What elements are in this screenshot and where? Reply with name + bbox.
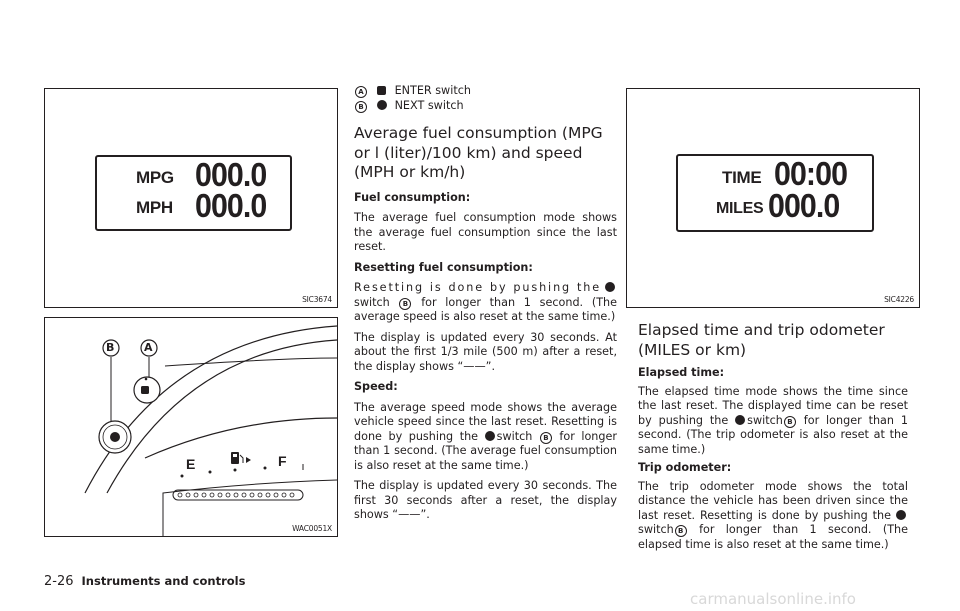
switch-legend [354,84,617,114]
lcd-value-time: 00:00 [774,155,848,192]
figure-meter [44,317,338,537]
subheading-elapsed: Elapsed time: [638,366,725,379]
subheading-reset: Resetting fuel consumption: [354,260,533,274]
paragraph-update-2: The display is updated every 30 seconds. The first 30 seconds after a reset, the display shows “——”. [354,479,617,521]
reset-switch-word: switch [354,295,390,309]
reset-text-1: Resetting is done by pushing the [354,281,602,294]
legend-enter [354,84,617,99]
trip-switch-word: switch [638,523,674,536]
lcd-label-time: TIME [722,168,762,187]
trip-text-2: for longer than 1 second. (The elapsed time is also reset at the same time.) [638,523,908,551]
lcd-display [676,154,874,232]
lcd-label-miles: MILES [716,200,764,217]
gauge-e-label: E [186,456,196,472]
trip-text-1: The trip odometer mode shows the total distance the vehicle has been driven since the last reset. Resetting is done by pushing the [638,479,908,522]
legend-enter-text: ENTER switch [394,84,471,97]
next-switch-icon [377,100,387,110]
letter-b-icon: B [675,525,687,537]
watermark: carmanualsonline.info [690,590,856,608]
paragraph-elapsed [638,385,908,458]
figure-code: SIC3674 [302,295,332,304]
figure-code: SIC4226 [884,295,914,304]
subheading-speed: Speed: [354,380,398,393]
section-heading: Average fuel consumption (MPG or l (liter)/100 km) and speed (MPH or km/h) [354,124,603,181]
figure-code: WAC0051X [292,524,332,533]
figure-time-miles [626,88,920,308]
legend-next-text: NEXT switch [394,99,464,112]
speed-text-1: The average speed mode shows the average vehicle speed since the last reset. Resetting is done by pushing the [354,400,617,443]
lcd-value-mpg: 000.0 [195,156,267,193]
next-switch-icon [896,510,906,520]
lcd-display [95,155,292,231]
figure-mpg-mph [44,88,338,308]
section-title: Instruments and controls [81,574,246,588]
column-elapsed-time [638,321,908,558]
letter-b-icon: B [355,101,367,113]
page-number: 2-26 [44,574,74,589]
callout-a-label: A [144,341,153,354]
elapsed-text-2: for longer than 1 second. (The trip odometer is also reset at the same time.) [638,413,908,456]
speed-switch-word: switch [496,429,533,443]
legend-next [354,99,617,114]
paragraph-reset [354,281,617,325]
paragraph-trip [638,480,908,553]
paragraph-fuel: The average fuel consumption mode shows the average fuel consumption since the last reset. [354,211,617,253]
gauge-f-label: F [278,453,287,469]
lcd-value-miles: 000.0 [768,187,840,224]
lcd-label-mph: MPH [136,198,173,217]
page-footer [44,570,245,589]
lcd-label-mpg: MPG [136,168,174,187]
lcd-value-mph: 000.0 [195,187,267,224]
section-heading: Elapsed time and trip odometer (MILES or km) [638,321,885,359]
letter-b-icon: B [540,432,552,444]
next-switch-icon [605,282,615,292]
paragraph-update-1: The display is updated every 30 seconds. At about the first 1/3 mile (500 m) after a reset, the display shows “——”. [354,330,617,373]
letter-b-icon: B [784,416,796,428]
letter-b-icon: B [399,298,411,310]
elapsed-text-1: The elapsed time mode shows the time since the last reset. The displayed time can be reset by pushing the [638,384,908,427]
next-switch-icon [735,415,745,425]
meter-illustration [45,318,337,536]
column-average-fuel [354,84,617,529]
speed-text-2: for longer than 1 second. (The average fuel consumption is also reset at the same time.) [354,429,617,472]
elapsed-switch-word: switch [747,413,783,427]
letter-a-icon: A [355,86,367,98]
subheading-fuel: Fuel consumption: [354,190,471,204]
subheading-trip: Trip odometer: [638,461,732,474]
callout-b-label: B [106,341,115,354]
enter-switch-icon [377,86,386,95]
next-switch-icon [485,431,495,441]
paragraph-speed [354,401,617,474]
reset-text-2: for longer than 1 second. (The average speed is also reset at the same time.) [354,295,617,323]
